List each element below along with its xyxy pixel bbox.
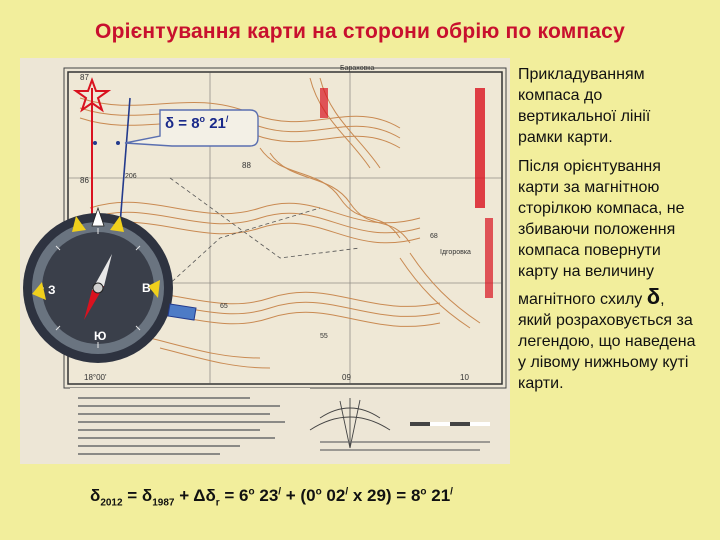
grid-label: 68 [430, 233, 438, 240]
grid-label: 18°00' [84, 373, 107, 382]
grid-label: 206 [125, 173, 137, 180]
instruction-paragraph-3: магнітного схилу δ, який розраховується за легендою, що наведена у лівому нижньому куті карти. [518, 284, 696, 392]
instruction-paragraph-2: Після орієнтування карти за магнітною сторілкою компаса, не збиваючи положення компаса повернути карту на величину [518, 158, 685, 280]
compass-letter: Ю [94, 329, 107, 343]
compass-letter: З [48, 283, 56, 297]
instruction-paragraph-1: Прикладуванням компаса до вертикальної лінії рамки карти. [518, 66, 651, 146]
place-label: Ідгоровка [440, 249, 471, 256]
grid-label: 88 [242, 161, 251, 170]
slide-title: Орієнтування карти на сторони обрію по компасу [95, 20, 625, 43]
grid-label: 87 [80, 73, 89, 82]
delta-callout-text: $\delta = 8^о$ 21/ [165, 114, 229, 132]
instruction-text [518, 64, 698, 402]
grid-label: 86 [80, 176, 89, 185]
topographic-map [20, 58, 510, 464]
declination-formula: $\delta_{2012} = \delta_{1987} + \Delta\delta_r = 6^о$ $23^/ + (0^о$ 02/ x $29) = 8^о$ 21/ [90, 486, 453, 509]
grid-label: 10 [460, 373, 469, 382]
grid-label: 09 [342, 373, 351, 382]
scale-bar [410, 422, 490, 426]
grid-label: 55 [320, 333, 328, 340]
map-legend [70, 388, 310, 460]
place-label: Бараховка [340, 65, 375, 72]
grid-label: 65 [220, 303, 228, 310]
compass-letter: В [142, 281, 151, 295]
